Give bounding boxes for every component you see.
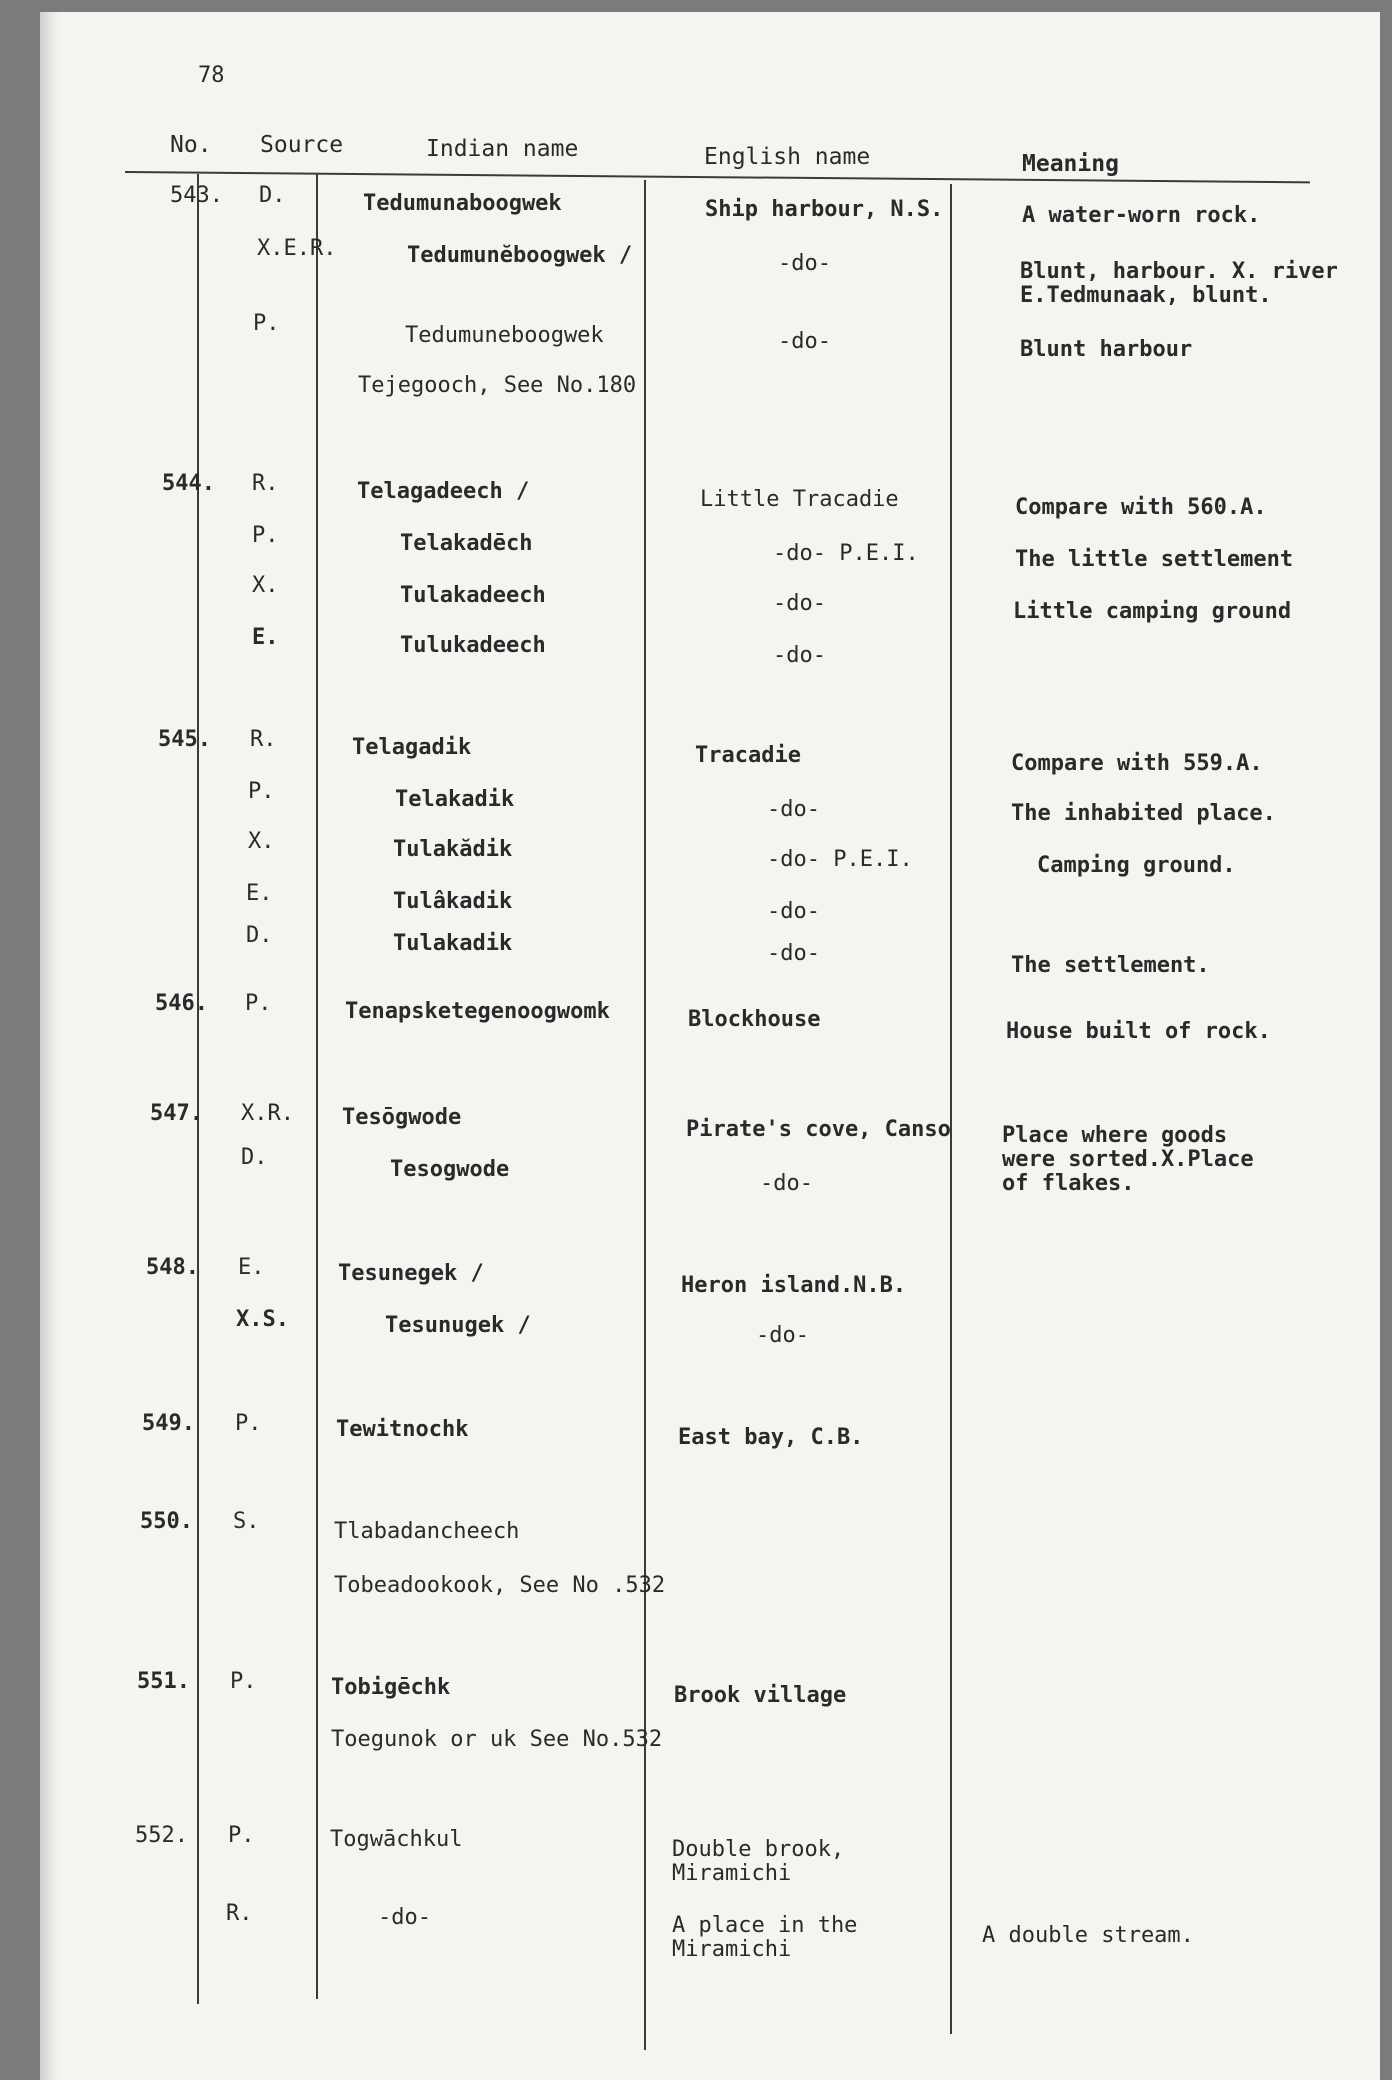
entry-meaning: Blunt harbour [1020, 337, 1193, 362]
entry-source: E. [246, 881, 273, 906]
entry-source: P. [228, 1823, 255, 1848]
entry-english-name: -do- P.E.I. [767, 847, 913, 872]
entry-meaning: The little settlement [1015, 547, 1294, 572]
entry-source: X. [252, 573, 279, 598]
entry-source: D. [246, 923, 273, 948]
entry-english-name: -do- [773, 591, 826, 616]
entry-source: P. [253, 311, 280, 336]
header-source: Source [260, 132, 344, 158]
entry-indian-name: -do- [378, 1905, 431, 1930]
entry-no: 547. [150, 1101, 203, 1126]
entry-no: 548. [146, 1255, 199, 1280]
entry-indian-name: Toegunok or uk See No.532 [331, 1727, 663, 1752]
entry-english-name: -do- P.E.I. [773, 541, 919, 566]
entry-no: 546. [155, 991, 208, 1016]
entry-english-name: A place in the [672, 1913, 858, 1938]
entry-indian-name: Tulakadeech [400, 583, 546, 608]
entry-no: 552. [135, 1823, 188, 1848]
entry-meaning: Compare with 559.A. [1011, 751, 1263, 776]
entry-source: P. [248, 779, 275, 804]
entry-indian-name: Tesōgwode [342, 1105, 462, 1130]
entry-meaning: A water-worn rock. [1022, 203, 1261, 228]
page-binding-edge [40, 12, 62, 2080]
entry-indian-name: Tesunegek / [338, 1261, 484, 1286]
entry-english-name: -do- [767, 941, 820, 966]
entry-source: P. [230, 1669, 257, 1694]
entry-source: D. [259, 183, 286, 208]
entry-source: R. [226, 1901, 253, 1926]
entry-source: R. [252, 471, 279, 496]
entry-indian-name: Telagadeech / [357, 479, 530, 504]
entry-indian-name: Tlabadancheech [334, 1519, 520, 1544]
entry-english-name: -do- [756, 1323, 809, 1348]
entry-meaning: The settlement. [1011, 953, 1210, 978]
entry-english-name: -do- [767, 797, 820, 822]
entry-english-name: Miramichi [672, 1937, 792, 1962]
entry-english-name: Blockhouse [688, 1007, 821, 1032]
entry-meaning: House built of rock. [1006, 1019, 1271, 1044]
document-page [40, 12, 1380, 2080]
entry-indian-name: Tulâkadik [393, 889, 513, 914]
entry-indian-name: Tenapsketegenoogwomk [345, 999, 610, 1024]
entry-indian-name: Telakadēch [400, 531, 533, 556]
entry-meaning: Blunt, harbour. X. river [1020, 259, 1338, 284]
page-number: 78 [198, 63, 225, 88]
entry-meaning: E.Tedmunaak, blunt. [1020, 283, 1272, 308]
entry-indian-name: Tobeadookook, See No .532 [334, 1573, 666, 1598]
entry-indian-name: Tewitnochk [336, 1417, 469, 1442]
entry-meaning: Place where goods [1002, 1123, 1228, 1148]
entry-source: P. [252, 523, 279, 548]
entry-english-name: East bay, C.B. [678, 1425, 864, 1450]
entry-indian-name: Tulukadeech [400, 633, 546, 658]
header-rule [125, 171, 1310, 183]
entry-source: R. [250, 727, 277, 752]
column-divider-english [950, 184, 952, 2034]
entry-english-name: -do- [773, 643, 826, 668]
entry-source: X. [248, 829, 275, 854]
entry-source: S. [233, 1509, 260, 1534]
entry-english-name: Double brook, [672, 1837, 845, 1862]
entry-indian-name: Tedumuneboogwek [405, 323, 604, 348]
entry-indian-name: Tedumunĕboogwek / [407, 243, 633, 268]
entry-no: 549. [142, 1411, 195, 1436]
entry-no: 544. [162, 471, 215, 496]
entry-english-name: Tracadie [695, 743, 801, 768]
entry-english-name: Heron island.N.B. [681, 1273, 907, 1298]
column-divider-indian [644, 180, 646, 2050]
header-meaning: Meaning [1022, 151, 1119, 177]
entry-source: D. [241, 1145, 268, 1170]
entry-indian-name: Tedumunaboogwek [363, 191, 562, 216]
entry-meaning: Camping ground. [1037, 853, 1236, 878]
entry-source: P. [235, 1411, 262, 1436]
entry-meaning: Little camping ground [1013, 599, 1292, 624]
entry-meaning: of flakes. [1002, 1171, 1135, 1196]
entry-english-name: Little Tracadie [700, 487, 899, 512]
entry-english-name: Brook village [674, 1683, 847, 1708]
entry-indian-name: Tulakadik [393, 931, 513, 956]
entry-no: 543. [170, 183, 223, 208]
entry-source: E. [252, 625, 279, 650]
entry-english-name: -do- [767, 899, 820, 924]
entry-english-name: Miramichi [672, 1861, 792, 1886]
entry-source: X.R. [241, 1101, 294, 1126]
entry-meaning: were sorted.X.Place [1002, 1147, 1254, 1172]
entry-meaning: A double stream. [982, 1923, 1194, 1948]
column-divider-source [316, 174, 318, 1999]
entry-english-name: Ship harbour, N.S. [705, 197, 944, 222]
entry-meaning: The inhabited place. [1011, 801, 1276, 826]
header-english-name: English name [704, 144, 871, 170]
entry-english-name: -do- [778, 329, 831, 354]
entry-indian-name: Tobigēchk [331, 1675, 451, 1700]
header-indian-name: Indian name [426, 136, 579, 162]
entry-source: P. [245, 991, 272, 1016]
entry-no: 550. [140, 1509, 193, 1534]
entry-indian-name: Tesunugek / [385, 1313, 531, 1338]
column-divider-no [197, 174, 199, 2004]
entry-indian-name: Tulakădik [393, 837, 513, 862]
entry-no: 551. [137, 1669, 190, 1694]
entry-indian-name: Tesogwode [390, 1157, 510, 1182]
entry-indian-name: Togwāchkul [330, 1827, 463, 1852]
entry-source: E. [238, 1255, 265, 1280]
entry-english-name: -do- [760, 1171, 813, 1196]
entry-indian-name: Tejegooch, See No.180 [358, 373, 637, 398]
entry-english-name: Pirate's cove, Canso [686, 1117, 951, 1142]
entry-indian-name: Telakadik [395, 787, 515, 812]
entry-indian-name: Telagadik [352, 735, 472, 760]
entry-source: X.S. [236, 1307, 289, 1332]
entry-source: X.E.R. [257, 236, 337, 261]
entry-meaning: Compare with 560.A. [1015, 495, 1267, 520]
entry-english-name: -do- [778, 251, 831, 276]
entry-no: 545. [158, 727, 211, 752]
header-no: No. [170, 132, 212, 158]
